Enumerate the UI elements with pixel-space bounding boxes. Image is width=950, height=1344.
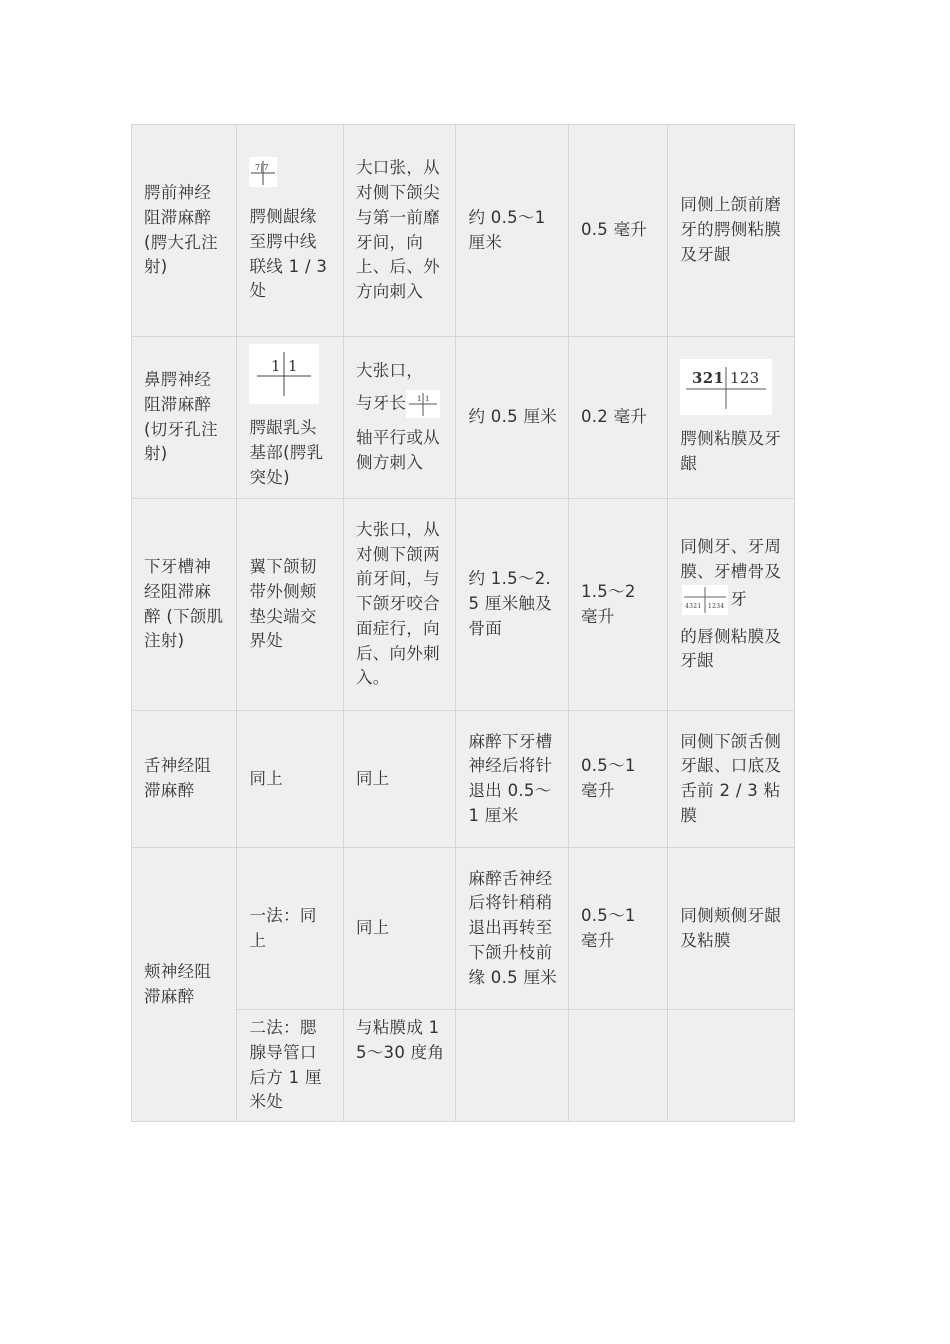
tooth-chart-icon: [680, 359, 772, 415]
nerve-cell: 腭前神经阻滞麻醉(腭大孔注射): [132, 125, 237, 337]
tooth-code: 7|7: [255, 163, 270, 173]
svg-text:123: 123: [730, 368, 760, 387]
site-cell: 一法：同上: [237, 848, 343, 1010]
tooth-chart-icon: [682, 585, 728, 615]
dose-cell: [568, 1010, 667, 1122]
nerve-cell: 颊神经阻滞麻醉: [132, 848, 237, 1122]
table-row: [132, 848, 795, 1010]
method-cell: 同上: [343, 848, 456, 1010]
table-row: [132, 711, 795, 848]
dose-cell: 0.5～1 毫升: [568, 711, 667, 848]
depth-cell: 麻醉舌神经后将针稍稍退出再转至下颌升枝前缘 0.5 厘米: [456, 848, 569, 1010]
method-cell: 同上: [343, 711, 456, 848]
depth-cell: [456, 1010, 569, 1122]
area-cell: 同侧牙、牙周膜、牙槽骨及 4321 1234 牙 的唇侧粘膜及牙龈: [668, 499, 795, 711]
site-cell: 7|7 腭侧龈缘至腭中线联线 1 / 3 处: [237, 125, 343, 337]
svg-text:1234: 1234: [708, 602, 725, 610]
site-cell: 1 1 腭龈乳头基部(腭乳突处): [237, 337, 343, 499]
tooth-chart-icon: [406, 390, 440, 418]
table-row: [132, 499, 795, 711]
dose-cell: 0.2 毫升: [568, 337, 667, 499]
method-cell: 与粘膜成 15～30 度角: [343, 1010, 456, 1122]
tooth-chart-icon: [249, 157, 277, 187]
area-cell: 同侧下颌舌侧牙龈、口底及舌前 2 / 3 粘膜: [668, 711, 795, 848]
area-cell: 同侧颊侧牙龈及粘膜: [668, 848, 795, 1010]
site-cell: 同上: [237, 711, 343, 848]
svg-text:321: 321: [692, 368, 725, 387]
area-cell: [668, 1010, 795, 1122]
area-cell: 同侧上颌前磨牙的腭侧粘膜及牙龈: [668, 125, 795, 337]
nerve-cell: 舌神经阻滞麻醉: [132, 711, 237, 848]
site-cell: 翼下颌韧带外侧颊垫尖端交界处: [237, 499, 343, 711]
svg-text:1: 1: [271, 357, 282, 376]
dose-cell: 1.5～2 毫升: [568, 499, 667, 711]
depth-cell: 约 0.5～1 厘米: [456, 125, 569, 337]
svg-text:4321: 4321: [685, 602, 702, 610]
dose-cell: 0.5 毫升: [568, 125, 667, 337]
depth-cell: 约 0.5 厘米: [456, 337, 569, 499]
depth-cell: 麻醉下牙槽神经后将针退出 0.5～1 厘米: [456, 711, 569, 848]
method-cell: 大口张，从对侧下颌尖与第一前靡牙间，向上、后、外方向刺入: [343, 125, 456, 337]
svg-text:1: 1: [417, 395, 423, 404]
nerve-block-table: [131, 124, 795, 1122]
svg-text:1: 1: [288, 357, 299, 376]
method-cell: 大张口， 与牙长 1 1 轴平行或从侧方刺入: [343, 337, 456, 499]
svg-text:1: 1: [425, 395, 431, 404]
depth-cell: 约 1.5～2.5 厘米触及骨面: [456, 499, 569, 711]
table-row: [132, 337, 795, 499]
table-row: [132, 125, 795, 337]
tooth-chart-icon: [249, 344, 319, 404]
method-cell: 大张口，从对侧下颌两前牙间，与下颌牙咬合面症行，向后、向外刺入。: [343, 499, 456, 711]
area-cell: 321 123 腭侧粘膜及牙龈: [668, 337, 795, 499]
nerve-cell: 鼻腭神经阻滞麻醉(切牙孔注射): [132, 337, 237, 499]
site-cell: 二法：腮腺导管口后方 1 厘米处: [237, 1010, 343, 1122]
nerve-cell: 下牙槽神经阻滞麻醉 (下颌肌注射): [132, 499, 237, 711]
dose-cell: 0.5～1 毫升: [568, 848, 667, 1010]
